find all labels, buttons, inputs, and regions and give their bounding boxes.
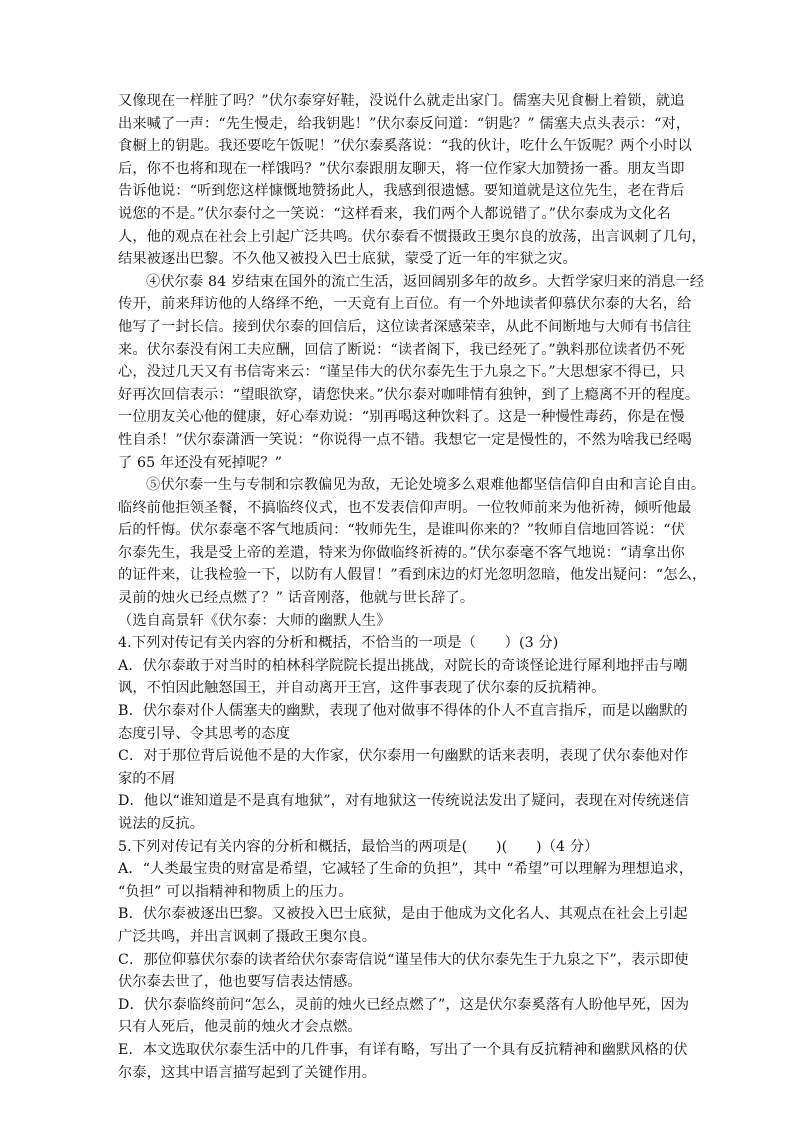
option-d: D．伏尔泰临终前问“怎么，灵前的烛火已经点燃了”，这是伏尔泰奚落有人盼他早死，因为 bbox=[118, 996, 690, 1013]
text-line: 又像现在一样脏了吗？”伏尔泰穿好鞋，没说什么就走出家门。儒塞夫见食橱上着锁，就追 bbox=[118, 93, 685, 109]
text-line: 好再次回信表示：“望眼欲穿，请您快来。”伏尔泰对咖啡情有独钟，到了上瘾离不开的程度。 bbox=[118, 386, 700, 403]
text-line: 来。伏尔泰没有闲工夫应酬，回信了断说：“读者阁下，我已经死了。”孰料那位读者仍不死 bbox=[118, 341, 685, 358]
option-d-cont: 说法的反抗。 bbox=[118, 816, 205, 832]
text-line: 人，他的观点在社会上引起广泛共鸣。伏尔泰看不惯摄政王奥尔良的放荡，出言讽刺了几句， bbox=[118, 228, 706, 245]
text-line: 性自杀！”伏尔泰潇洒一笑说：“你说得一点不错。我想它一定是慢性的，不然为啥我已经喝 bbox=[118, 431, 692, 448]
text-line: 传开，前来拜访他的人络绎不绝，一天竟有上百位。有一个外地读者仰慕伏尔泰的大名，给 bbox=[118, 296, 692, 313]
text-line: 了 65 年还没有死掉呢？” bbox=[118, 454, 283, 471]
option-a: A．“人类最宝贵的财富是希望，它减轻了生命的负担”，其中 “希望”可以理解为理想追求， bbox=[118, 861, 694, 878]
citation-line: （选自高景轩《伏尔泰：大师的幽默人生》 bbox=[118, 612, 391, 629]
text-line: ⑤伏尔泰一生与专制和宗教偏见为敌，无论处境多么艰难他都坚信信仰自由和言论自由。 bbox=[146, 477, 706, 494]
option-a-cont: 讽，不怕因此触怒国王，并自动离开王宫，这件事表现了伏尔泰的反抗精神。 bbox=[118, 680, 606, 697]
option-c-cont: 家的不屑 bbox=[118, 770, 176, 787]
paragraph-5 bbox=[118, 474, 707, 610]
option-a: A．伏尔泰敢于对当时的柏林科学院院长提出挑战，对院长的奇谈怪论进行犀利地抨击与嘲 bbox=[118, 657, 688, 674]
text-line: 结果被逐出巴黎。不久他又被投入巴士底狱，蒙受了近一年的牢狱之灾。 bbox=[118, 251, 577, 268]
question-stem: 4.下列对传记有关内容的分析和概括，不恰当的一项是（ ）(3 分) bbox=[118, 635, 559, 652]
question-stem: 5.下列对传记有关内容的分析和概括，最恰当的两项是( )( )（4 分） bbox=[118, 838, 599, 855]
text-line: 的证件来，让我检验一下，以防有人假冒！”看到床边的灯光忽明忽暗，他发出疑问：“怎么， bbox=[118, 567, 707, 584]
option-c-cont: 伏尔泰去世了，他也要写信表达情感。 bbox=[118, 974, 362, 991]
text-line: 说您的不是。”伏尔泰付之一笑说：“这样看来，我们两个人都说错了。”伏尔泰成为文化名 bbox=[118, 205, 671, 222]
option-d: D．他以“谁知道是不是真有地狱”，对有地狱这一传统说法发出了疑问，表现在对传统迷信 bbox=[118, 793, 690, 810]
text-line: 临终前他拒领圣餐，不搞临终仪式，也不发表信仰声明。一位牧师前来为他祈祷，倾听他最 bbox=[118, 499, 692, 516]
text-line: 尔泰先生，我是受上帝的差遣，特来为你做临终祈祷的。”伏尔泰毫不客气地说：“请拿出你 bbox=[118, 544, 685, 561]
text-line: 灵前的烛火已经点燃了？” 话音刚落，他就与世长辞了。 bbox=[118, 590, 475, 607]
text-line: 后，你不也将和现在一样饿吗？”伏尔泰跟朋友聊天，将一位作家大加赞扬一番。朋友当即 bbox=[118, 160, 685, 177]
question-4 bbox=[118, 632, 690, 835]
text-line: 心，没过几天又有书信寄来云：“谨呈伟大的伏尔泰先生于九泉之下。”大思想家不得已，只 bbox=[118, 364, 685, 381]
text-line: 后的忏悔。伏尔泰毫不客气地质问：“牧师先生，是谁叫你来的？”牧师自信地回答说：“伏 bbox=[118, 522, 686, 539]
option-e: E．本文选取伏尔泰生活中的几件事，有详有略，写出了一个具有反抗精神和幽默风格的伏 bbox=[118, 1041, 688, 1058]
text-line: 告诉他说：“听到您这样慷慨地赞扬此人，我感到很遗憾。要知道就是这位先生，老在背后 bbox=[118, 183, 685, 200]
question-5 bbox=[118, 836, 694, 1085]
text-line: 出来喊了一声：“先生慢走，给我钥匙！”伏尔泰反问道：“钥匙？” 儒塞夫点头表示：“对， bbox=[118, 115, 691, 132]
text-line: 食橱上的钥匙。我还要吃午饭呢！”伏尔泰奚落说：“我的伙计，吃什么午饭呢？两个小时以 bbox=[118, 138, 692, 155]
option-c: C．那位仰慕伏尔泰的读者给伏尔泰寄信说“谨呈伟大的伏尔泰先生于九泉之下”，表示即使 bbox=[118, 951, 689, 968]
option-d-cont: 只有人死后，他灵前的烛火才会点燃。 bbox=[118, 1019, 362, 1036]
text-line: ④伏尔泰 84 岁结束在国外的流亡生活，返回阔别多年的故乡。大哲学家归来的消息一经 bbox=[146, 273, 705, 290]
option-b-cont: 广泛共鸣，并出言讽刺了摄政王奥尔良。 bbox=[118, 928, 377, 945]
text-line: 一位朋友关心他的健康，好心奉劝说：“别再喝这种饮料了。这是一种慢性毒药，你是在慢 bbox=[118, 409, 685, 426]
option-b: B．伏尔泰被逐出巴黎。又被投入巴士底狱，是由于他成为文化名人、其观点在社会上引起 bbox=[118, 906, 688, 923]
option-e-cont: 尔泰，这其中语言描写起到了关键作用。 bbox=[118, 1064, 377, 1081]
paragraph-4 bbox=[118, 271, 705, 474]
source-citation bbox=[118, 610, 678, 633]
text-line: 他写了一封长信。接到伏尔泰的回信后，这位读者深感荣幸，从此不间断地与大师有书信往 bbox=[118, 318, 692, 335]
paragraph-3-continued bbox=[118, 90, 706, 271]
option-c: C．对于那位背后说他不是的大作家，伏尔泰用一句幽默的话来表明，表现了伏尔泰他对作 bbox=[118, 748, 689, 765]
option-b-cont: 态度引导、令其思考的态度 bbox=[118, 725, 291, 742]
option-b: B．伏尔泰对仆人儒塞夫的幽默，表现了他对做事不得体的仆人不直言指斥，而是以幽默的 bbox=[118, 703, 688, 720]
option-a-cont: “负担” 可以指精神和物质上的压力。 bbox=[118, 883, 353, 900]
document-page bbox=[118, 90, 707, 1084]
